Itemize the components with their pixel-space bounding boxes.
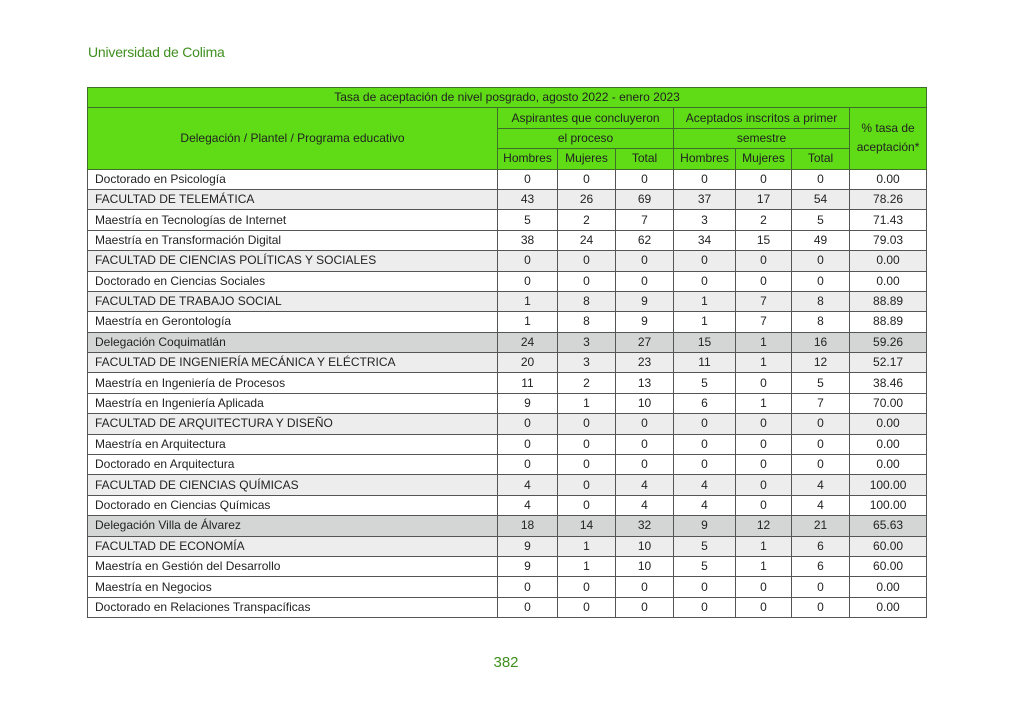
aceptados-total-cell: 12 — [792, 353, 850, 373]
aspirantes-hombres-cell: 0 — [498, 434, 558, 454]
tasa-aceptacion-cell: 100.00 — [850, 475, 927, 495]
tasa-aceptacion-cell: 60.00 — [850, 536, 927, 556]
column-group-aspirantes — [498, 108, 674, 128]
aceptados-mujeres-cell: 0 — [736, 434, 792, 454]
aceptados-total-cell: 4 — [792, 495, 850, 515]
aceptados-total-cell: 4 — [792, 475, 850, 495]
tasa-aceptacion-cell: 100.00 — [850, 495, 927, 515]
aspirantes-total-cell: 62 — [616, 230, 674, 250]
aceptados-mujeres-cell: 1 — [736, 332, 792, 352]
aspirantes-hombres-cell: 4 — [498, 495, 558, 515]
aspirantes-total-cell: 10 — [616, 556, 674, 576]
aceptados-hombres-cell: 37 — [674, 189, 736, 209]
table-row — [88, 251, 927, 271]
aceptados-hombres-cell: 15 — [674, 332, 736, 352]
aceptados-mujeres-cell: 0 — [736, 251, 792, 271]
aceptados-hombres-cell: 5 — [674, 373, 736, 393]
table-row — [88, 475, 927, 495]
aspirantes-total-cell: 4 — [616, 475, 674, 495]
tasa-aceptacion-cell: 0.00 — [850, 414, 927, 434]
table-row — [88, 434, 927, 454]
aceptados-total-cell: 8 — [792, 312, 850, 332]
aspirantes-mujeres-cell: 0 — [558, 271, 616, 291]
aspirantes-total-cell: 13 — [616, 373, 674, 393]
tasa-aceptacion-cell: 0.00 — [850, 169, 927, 189]
table-row — [88, 495, 927, 515]
aceptados-hombres-cell: 0 — [674, 169, 736, 189]
table-row — [88, 373, 927, 393]
aspirantes-total-cell: 0 — [616, 434, 674, 454]
aceptados-mujeres-cell: 1 — [736, 536, 792, 556]
tasa-aceptacion-cell: 0.00 — [850, 455, 927, 475]
table-row — [88, 312, 927, 332]
aspirantes-total-cell: 4 — [616, 495, 674, 515]
aceptados-mujeres-cell: 1 — [736, 393, 792, 413]
page-number: 382 — [493, 654, 519, 671]
table-row — [88, 230, 927, 250]
aceptados-total-cell: 0 — [792, 169, 850, 189]
aceptados-total-cell: 8 — [792, 291, 850, 311]
aspirantes-hombres-cell: 1 — [498, 312, 558, 332]
aspirantes-hombres-cell: 38 — [498, 230, 558, 250]
aspirantes-mujeres-cell: 24 — [558, 230, 616, 250]
program-name-cell: Doctorado en Arquitectura — [88, 455, 498, 475]
subheader-aspirantes-hombres: Hombres — [498, 149, 558, 169]
tasa-aceptacion-cell: 52.17 — [850, 353, 927, 373]
table-row — [88, 597, 927, 617]
subheader-aceptados-mujeres: Mujeres — [736, 149, 792, 169]
aceptados-hombres-cell: 4 — [674, 495, 736, 515]
aceptados-hombres-cell: 6 — [674, 393, 736, 413]
table-row — [88, 577, 927, 597]
aceptados-total-cell: 0 — [792, 271, 850, 291]
aceptados-mujeres-cell: 0 — [736, 169, 792, 189]
aceptados-hombres-cell: 4 — [674, 475, 736, 495]
table-row — [88, 169, 927, 189]
aceptados-mujeres-cell: 12 — [736, 516, 792, 536]
program-name-cell: FACULTAD DE CIENCIAS QUÍMICAS — [88, 475, 498, 495]
program-name-cell: Doctorado en Psicología — [88, 169, 498, 189]
aceptados-mujeres-cell: 0 — [736, 271, 792, 291]
tasa-aceptacion-cell: 88.89 — [850, 291, 927, 311]
aspirantes-hombres-cell: 0 — [498, 271, 558, 291]
aceptados-line2: semestre — [674, 128, 850, 148]
aceptados-total-cell: 0 — [792, 414, 850, 434]
aceptados-hombres-cell: 5 — [674, 536, 736, 556]
tasa-aceptacion-cell: 79.03 — [850, 230, 927, 250]
tasa-aceptacion-cell: 0.00 — [850, 251, 927, 271]
aspirantes-hombres-cell: 0 — [498, 455, 558, 475]
aceptados-hombres-cell: 0 — [674, 597, 736, 617]
program-name-cell: Maestría en Gestión del Desarrollo — [88, 556, 498, 576]
aceptados-total-cell: 5 — [792, 373, 850, 393]
aceptados-total-cell: 16 — [792, 332, 850, 352]
aspirantes-total-cell: 0 — [616, 455, 674, 475]
aspirantes-hombres-cell: 0 — [498, 414, 558, 434]
aspirantes-total-cell: 10 — [616, 393, 674, 413]
aceptados-mujeres-cell: 0 — [736, 597, 792, 617]
aceptados-mujeres-cell: 0 — [736, 414, 792, 434]
tasa-aceptacion-cell: 0.00 — [850, 577, 927, 597]
program-name-cell: FACULTAD DE TELEMÁTICA — [88, 189, 498, 209]
aspirantes-mujeres-cell: 0 — [558, 414, 616, 434]
aceptados-total-cell: 54 — [792, 189, 850, 209]
aceptados-mujeres-cell: 7 — [736, 312, 792, 332]
program-name-cell: Maestría en Gerontología — [88, 312, 498, 332]
aspirantes-total-cell: 0 — [616, 577, 674, 597]
table-row — [88, 291, 927, 311]
tasa-aceptacion-cell: 60.00 — [850, 556, 927, 576]
aceptados-mujeres-cell: 7 — [736, 291, 792, 311]
aspirantes-hombres-cell: 9 — [498, 536, 558, 556]
tasa-aceptacion-cell: 70.00 — [850, 393, 927, 413]
aceptados-mujeres-cell: 0 — [736, 373, 792, 393]
aspirantes-mujeres-cell: 0 — [558, 577, 616, 597]
tasa-aceptacion-cell: 88.89 — [850, 312, 927, 332]
subheader-aspirantes-mujeres: Mujeres — [558, 149, 616, 169]
aceptados-hombres-cell: 11 — [674, 353, 736, 373]
aspirantes-hombres-cell: 9 — [498, 393, 558, 413]
aceptados-hombres-cell: 0 — [674, 577, 736, 597]
program-name-cell: Maestría en Ingeniería Aplicada — [88, 393, 498, 413]
aspirantes-mujeres-cell: 0 — [558, 455, 616, 475]
aspirantes-total-cell: 10 — [616, 536, 674, 556]
aspirantes-hombres-cell: 0 — [498, 577, 558, 597]
aceptados-mujeres-cell: 0 — [736, 455, 792, 475]
aceptados-hombres-cell: 0 — [674, 271, 736, 291]
aspirantes-mujeres-cell: 8 — [558, 312, 616, 332]
program-name-cell: FACULTAD DE CIENCIAS POLÍTICAS Y SOCIALES — [88, 251, 498, 271]
aceptados-total-cell: 49 — [792, 230, 850, 250]
table-row — [88, 332, 927, 352]
program-name-cell: Doctorado en Relaciones Transpacíficas — [88, 597, 498, 617]
aspirantes-mujeres-cell: 1 — [558, 536, 616, 556]
aceptados-mujeres-cell: 2 — [736, 210, 792, 230]
aspirantes-mujeres-cell: 0 — [558, 434, 616, 454]
program-name-cell: Maestría en Ingeniería de Procesos — [88, 373, 498, 393]
program-name-cell: FACULTAD DE INGENIERÍA MECÁNICA Y ELÉCTRICA — [88, 353, 498, 373]
column-header-program: Delegación / Plantel / Programa educativo — [88, 108, 498, 169]
aceptados-mujeres-cell: 1 — [736, 353, 792, 373]
table-row — [88, 414, 927, 434]
aspirantes-hombres-cell: 5 — [498, 210, 558, 230]
table-row — [88, 393, 927, 413]
aspirantes-hombres-cell: 0 — [498, 169, 558, 189]
aspirantes-line1: Aspirantes que concluyeron — [511, 110, 660, 125]
aceptados-total-cell: 6 — [792, 536, 850, 556]
aspirantes-mujeres-cell: 0 — [558, 597, 616, 617]
aceptados-hombres-cell: 0 — [674, 434, 736, 454]
aspirantes-total-cell: 0 — [616, 251, 674, 271]
aceptados-total-cell: 0 — [792, 251, 850, 271]
tasa-aceptacion-cell: 0.00 — [850, 597, 927, 617]
tasa-line2: aceptación* — [856, 140, 920, 155]
aspirantes-total-cell: 0 — [616, 271, 674, 291]
aspirantes-mujeres-cell: 0 — [558, 495, 616, 515]
aspirantes-hombres-cell: 24 — [498, 332, 558, 352]
table-row — [88, 516, 927, 536]
aceptados-hombres-cell: 3 — [674, 210, 736, 230]
aspirantes-mujeres-cell: 0 — [558, 251, 616, 271]
aceptados-total-cell: 5 — [792, 210, 850, 230]
aspirantes-total-cell: 0 — [616, 169, 674, 189]
aspirantes-total-cell: 0 — [616, 414, 674, 434]
aspirantes-hombres-cell: 18 — [498, 516, 558, 536]
tasa-aceptacion-cell: 0.00 — [850, 434, 927, 454]
aspirantes-mujeres-cell: 3 — [558, 332, 616, 352]
aspirantes-total-cell: 69 — [616, 189, 674, 209]
aspirantes-total-cell: 0 — [616, 597, 674, 617]
aspirantes-mujeres-cell: 0 — [558, 169, 616, 189]
column-header-tasa — [850, 108, 927, 169]
aspirantes-hombres-cell: 0 — [498, 251, 558, 271]
table-row — [88, 189, 927, 209]
tasa-aceptacion-cell: 59.26 — [850, 332, 927, 352]
program-name-cell: FACULTAD DE ARQUITECTURA Y DISEÑO — [88, 414, 498, 434]
subheader-aspirantes-total: Total — [616, 149, 674, 169]
table-row — [88, 271, 927, 291]
aceptados-hombres-cell: 1 — [674, 291, 736, 311]
aspirantes-mujeres-cell: 1 — [558, 556, 616, 576]
aceptados-total-cell: 21 — [792, 516, 850, 536]
aceptados-mujeres-cell: 0 — [736, 475, 792, 495]
aspirantes-hombres-cell: 1 — [498, 291, 558, 311]
aceptados-total-cell: 0 — [792, 597, 850, 617]
acceptance-rate-table — [87, 87, 927, 618]
subheader-aceptados-total: Total — [792, 149, 850, 169]
table-row — [88, 210, 927, 230]
tasa-aceptacion-cell: 38.46 — [850, 373, 927, 393]
table-row — [88, 536, 927, 556]
aceptados-mujeres-cell: 17 — [736, 189, 792, 209]
table-title: Tasa de aceptación de nivel posgrado, agosto 2022 - enero 2023 — [88, 88, 927, 108]
aceptados-total-cell: 7 — [792, 393, 850, 413]
program-name-cell: Doctorado en Ciencias Sociales — [88, 271, 498, 291]
aceptados-total-cell: 6 — [792, 556, 850, 576]
aspirantes-hombres-cell: 9 — [498, 556, 558, 576]
program-name-cell: Doctorado en Ciencias Químicas — [88, 495, 498, 515]
aceptados-mujeres-cell: 15 — [736, 230, 792, 250]
aspirantes-mujeres-cell: 2 — [558, 373, 616, 393]
aspirantes-total-cell: 9 — [616, 291, 674, 311]
program-name-cell: Delegación Coquimatlán — [88, 332, 498, 352]
aspirantes-mujeres-cell: 8 — [558, 291, 616, 311]
aceptados-total-cell: 0 — [792, 434, 850, 454]
aceptados-mujeres-cell: 0 — [736, 577, 792, 597]
table-row — [88, 455, 927, 475]
aceptados-mujeres-cell: 0 — [736, 495, 792, 515]
aspirantes-mujeres-cell: 3 — [558, 353, 616, 373]
aspirantes-mujeres-cell: 1 — [558, 393, 616, 413]
program-name-cell: FACULTAD DE ECONOMÍA — [88, 536, 498, 556]
aceptados-hombres-cell: 0 — [674, 455, 736, 475]
tasa-line1: % tasa de — [861, 121, 915, 136]
aceptados-hombres-cell: 1 — [674, 312, 736, 332]
aceptados-line1: Aceptados inscritos a primer — [685, 110, 838, 125]
aceptados-total-cell: 0 — [792, 455, 850, 475]
aspirantes-mujeres-cell: 26 — [558, 189, 616, 209]
program-name-cell: FACULTAD DE TRABAJO SOCIAL — [88, 291, 498, 311]
aceptados-hombres-cell: 9 — [674, 516, 736, 536]
tasa-aceptacion-cell: 78.26 — [850, 189, 927, 209]
table-row — [88, 353, 927, 373]
tasa-aceptacion-cell: 65.63 — [850, 516, 927, 536]
table-body — [88, 169, 927, 618]
aceptados-hombres-cell: 34 — [674, 230, 736, 250]
aspirantes-mujeres-cell: 0 — [558, 475, 616, 495]
subheader-aceptados-hombres: Hombres — [674, 149, 736, 169]
aspirantes-hombres-cell: 4 — [498, 475, 558, 495]
program-name-cell: Maestría en Negocios — [88, 577, 498, 597]
aspirantes-total-cell: 32 — [616, 516, 674, 536]
tasa-aceptacion-cell: 0.00 — [850, 271, 927, 291]
aspirantes-total-cell: 27 — [616, 332, 674, 352]
program-name-cell: Delegación Villa de Álvarez — [88, 516, 498, 536]
program-name-cell: Maestría en Arquitectura — [88, 434, 498, 454]
table-row — [88, 556, 927, 576]
aspirantes-hombres-cell: 43 — [498, 189, 558, 209]
column-group-aceptados — [674, 108, 850, 128]
aspirantes-mujeres-cell: 14 — [558, 516, 616, 536]
institution-name: Universidad de Colima — [88, 44, 225, 60]
aspirantes-mujeres-cell: 2 — [558, 210, 616, 230]
aceptados-hombres-cell: 5 — [674, 556, 736, 576]
aspirantes-hombres-cell: 20 — [498, 353, 558, 373]
aceptados-total-cell: 0 — [792, 577, 850, 597]
program-name-cell: Maestría en Tecnologías de Internet — [88, 210, 498, 230]
aspirantes-line2: el proceso — [498, 128, 674, 148]
aspirantes-hombres-cell: 11 — [498, 373, 558, 393]
program-name-cell: Maestría en Transformación Digital — [88, 230, 498, 250]
aceptados-mujeres-cell: 1 — [736, 556, 792, 576]
aspirantes-total-cell: 23 — [616, 353, 674, 373]
aspirantes-hombres-cell: 0 — [498, 597, 558, 617]
tasa-aceptacion-cell: 71.43 — [850, 210, 927, 230]
aceptados-hombres-cell: 0 — [674, 414, 736, 434]
aceptados-hombres-cell: 0 — [674, 251, 736, 271]
aspirantes-total-cell: 9 — [616, 312, 674, 332]
aspirantes-total-cell: 7 — [616, 210, 674, 230]
